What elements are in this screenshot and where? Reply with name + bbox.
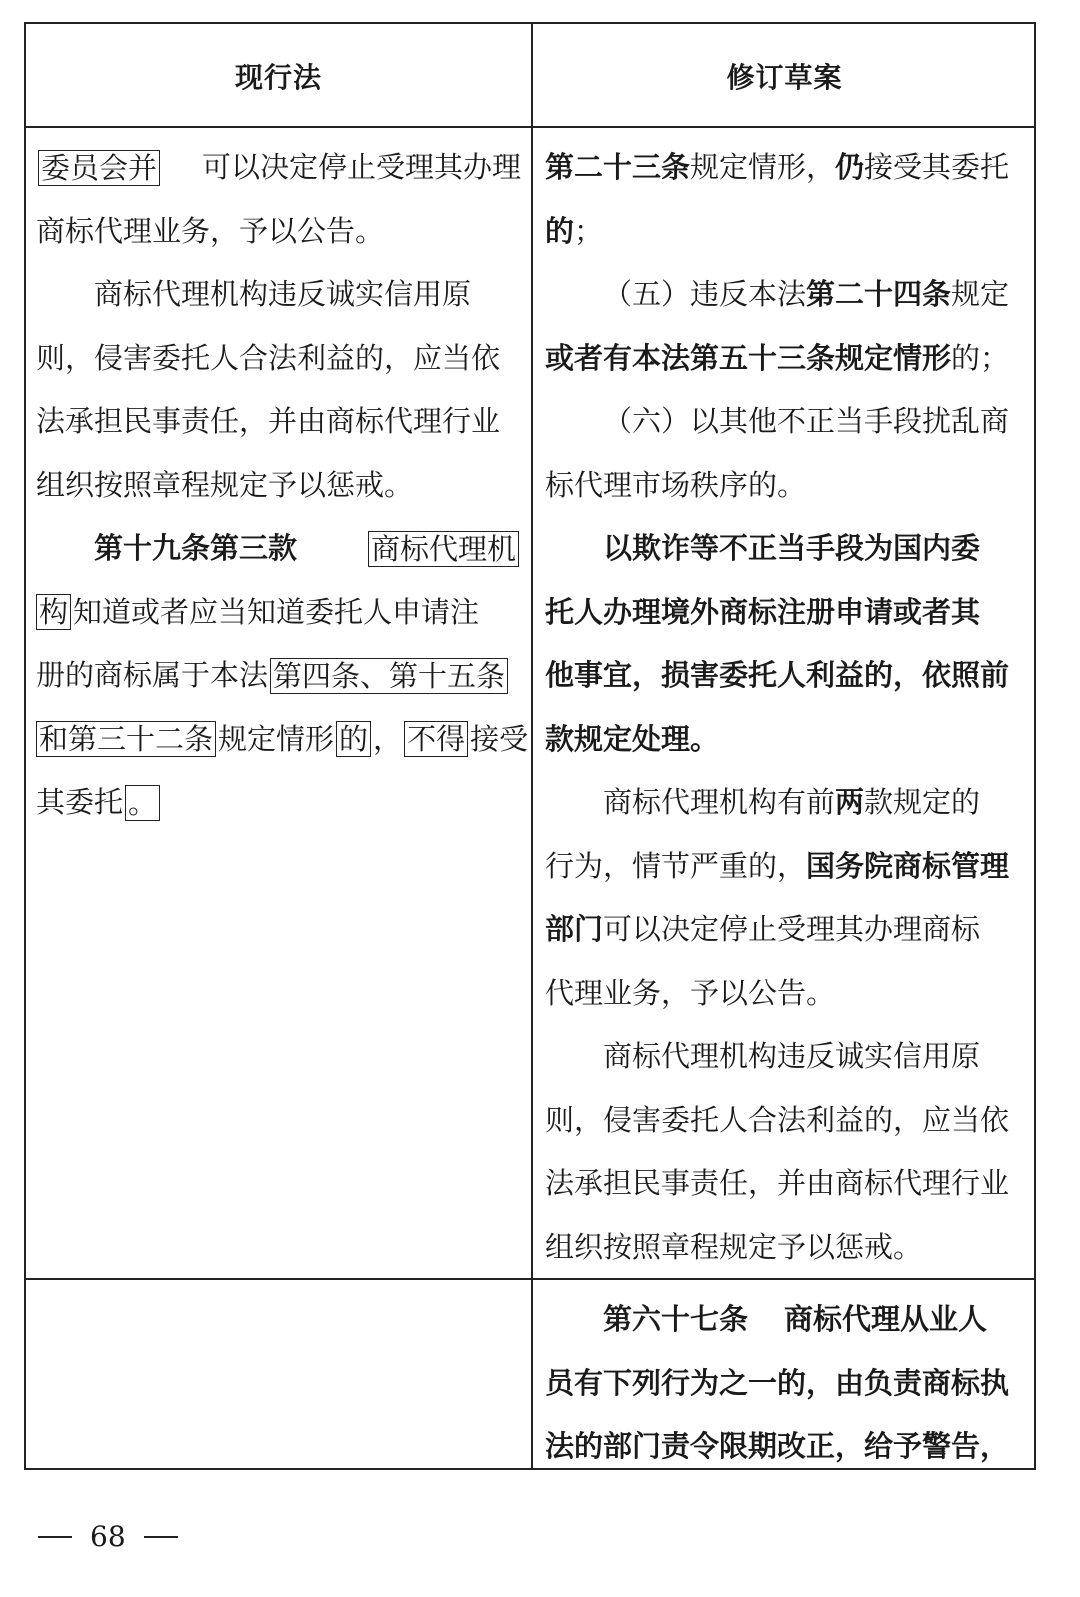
text-line <box>545 898 1031 962</box>
text-line: 商标代理机构违反诚实信用原 <box>94 277 472 311</box>
text-line: 法承担民事责任，并由商标代理行业 <box>36 404 501 438</box>
text-span: 其委托 <box>36 785 124 819</box>
text-line: 托人办理境外商标注册申请或者其 <box>545 594 981 629</box>
text-span: 册的商标属于本法 <box>36 658 269 692</box>
text-line: 组织按照章程规定予以惩戒。 <box>36 467 414 502</box>
column-header-current-law: 现行法 <box>234 60 322 94</box>
text-span: 款规定的 <box>864 785 981 819</box>
cell-revised-draft-row1 <box>545 136 1031 1279</box>
column-header-revised-draft: 修订草案 <box>726 60 843 94</box>
text-line: 商标代理业务，予以公告。 <box>36 213 385 248</box>
boxed-text: 委员会并 <box>38 150 160 186</box>
text-span: ； <box>574 213 604 248</box>
boxed-text: 和第三十二条 <box>36 721 216 757</box>
text-span: ， <box>373 721 403 756</box>
text-span: 规定情形， <box>690 150 836 184</box>
text-span: 接受其委托 <box>864 150 1010 184</box>
bold-span: 第二十四条 <box>806 277 952 311</box>
text-line <box>545 835 1031 899</box>
text-line: 他事宜，损害委托人利益的，依照前 <box>545 658 1010 692</box>
boxed-text: 构 <box>36 594 71 630</box>
text-span: 行为，情节严重的， <box>545 848 807 883</box>
bold-span: 部门 <box>545 912 604 946</box>
article-reference: 第六十七条 <box>603 1302 749 1336</box>
article-reference: 第十九条第三款 <box>94 531 298 565</box>
text-line <box>36 517 521 581</box>
text-line <box>36 136 521 200</box>
text-line: 商标代理机构违反诚实信用原 <box>603 1039 981 1073</box>
text-span: 规定情形 <box>218 721 335 756</box>
text-line: 款规定处理。 <box>545 721 720 756</box>
text-span: 规定 <box>951 277 1010 311</box>
boxed-text: 第四条、第十五条 <box>270 658 508 694</box>
dash-right <box>144 1536 178 1538</box>
text-span: 知道或者应当知道委托人申请注 <box>73 594 480 629</box>
text-line <box>545 771 1031 835</box>
text-line <box>545 200 1031 264</box>
bold-span: 或者有本法第五十三条规定情形 <box>545 340 952 375</box>
boxed-text: 商标代理机 <box>368 531 519 567</box>
text-line: （六）以其他不正当手段扰乱商 <box>603 404 1010 438</box>
text-line: 以欺诈等不正当手段为国内委 <box>603 531 981 565</box>
bold-span: 仍 <box>835 150 865 184</box>
text-line <box>36 644 521 708</box>
text-line: 法承担民事责任，并由商标代理行业 <box>545 1166 1010 1200</box>
text-span: 商标代理机构有前 <box>603 785 836 819</box>
text-span: 可以决定停止受理其办理商标 <box>603 912 981 946</box>
bold-span: 两 <box>835 785 865 819</box>
text-line <box>36 708 529 772</box>
page-number <box>38 1520 178 1553</box>
bold-span: 第二十三条 <box>545 150 691 184</box>
text-span: 的； <box>951 340 1010 375</box>
dash-left <box>38 1536 72 1538</box>
cell-current-law-row1 <box>36 136 529 835</box>
text-line <box>545 263 1031 327</box>
boxed-text: 不得 <box>404 721 468 757</box>
text-line: 代理业务，予以公告。 <box>545 975 836 1010</box>
bold-span: 国务院商标管理 <box>806 848 1010 883</box>
column-divider <box>531 24 533 1468</box>
text-line: 组织按照章程规定予以惩戒。 <box>545 1229 923 1264</box>
text-span: （五）违反本法 <box>603 277 807 311</box>
text-line: 法的部门责令限期改正，给予警告， <box>545 1429 1010 1463</box>
text-line: 则，侵害委托人合法利益的，应当依 <box>36 340 501 375</box>
comparison-table <box>24 22 1036 1470</box>
text-line <box>545 327 1031 391</box>
text-line <box>36 771 521 835</box>
boxed-text: 的 <box>336 721 371 757</box>
text-span: 接受 <box>470 721 529 756</box>
bold-span: 商标代理从业人 <box>784 1302 988 1336</box>
boxed-text: 。 <box>125 785 160 821</box>
text-line: 则，侵害委托人合法利益的，应当依 <box>545 1102 1010 1137</box>
text-line: 标代理市场秩序的。 <box>545 467 807 502</box>
text-line <box>36 581 521 645</box>
text-line <box>545 1288 1031 1352</box>
page-number-value: 68 <box>90 1520 126 1553</box>
text-line <box>545 136 1031 200</box>
text-line: 员有下列行为之一的，由负责商标执 <box>545 1365 1010 1400</box>
text-span: 可以决定停止受理其办理 <box>201 150 521 184</box>
bold-span: 的 <box>545 213 575 248</box>
cell-revised-draft-row2 <box>545 1288 1031 1479</box>
